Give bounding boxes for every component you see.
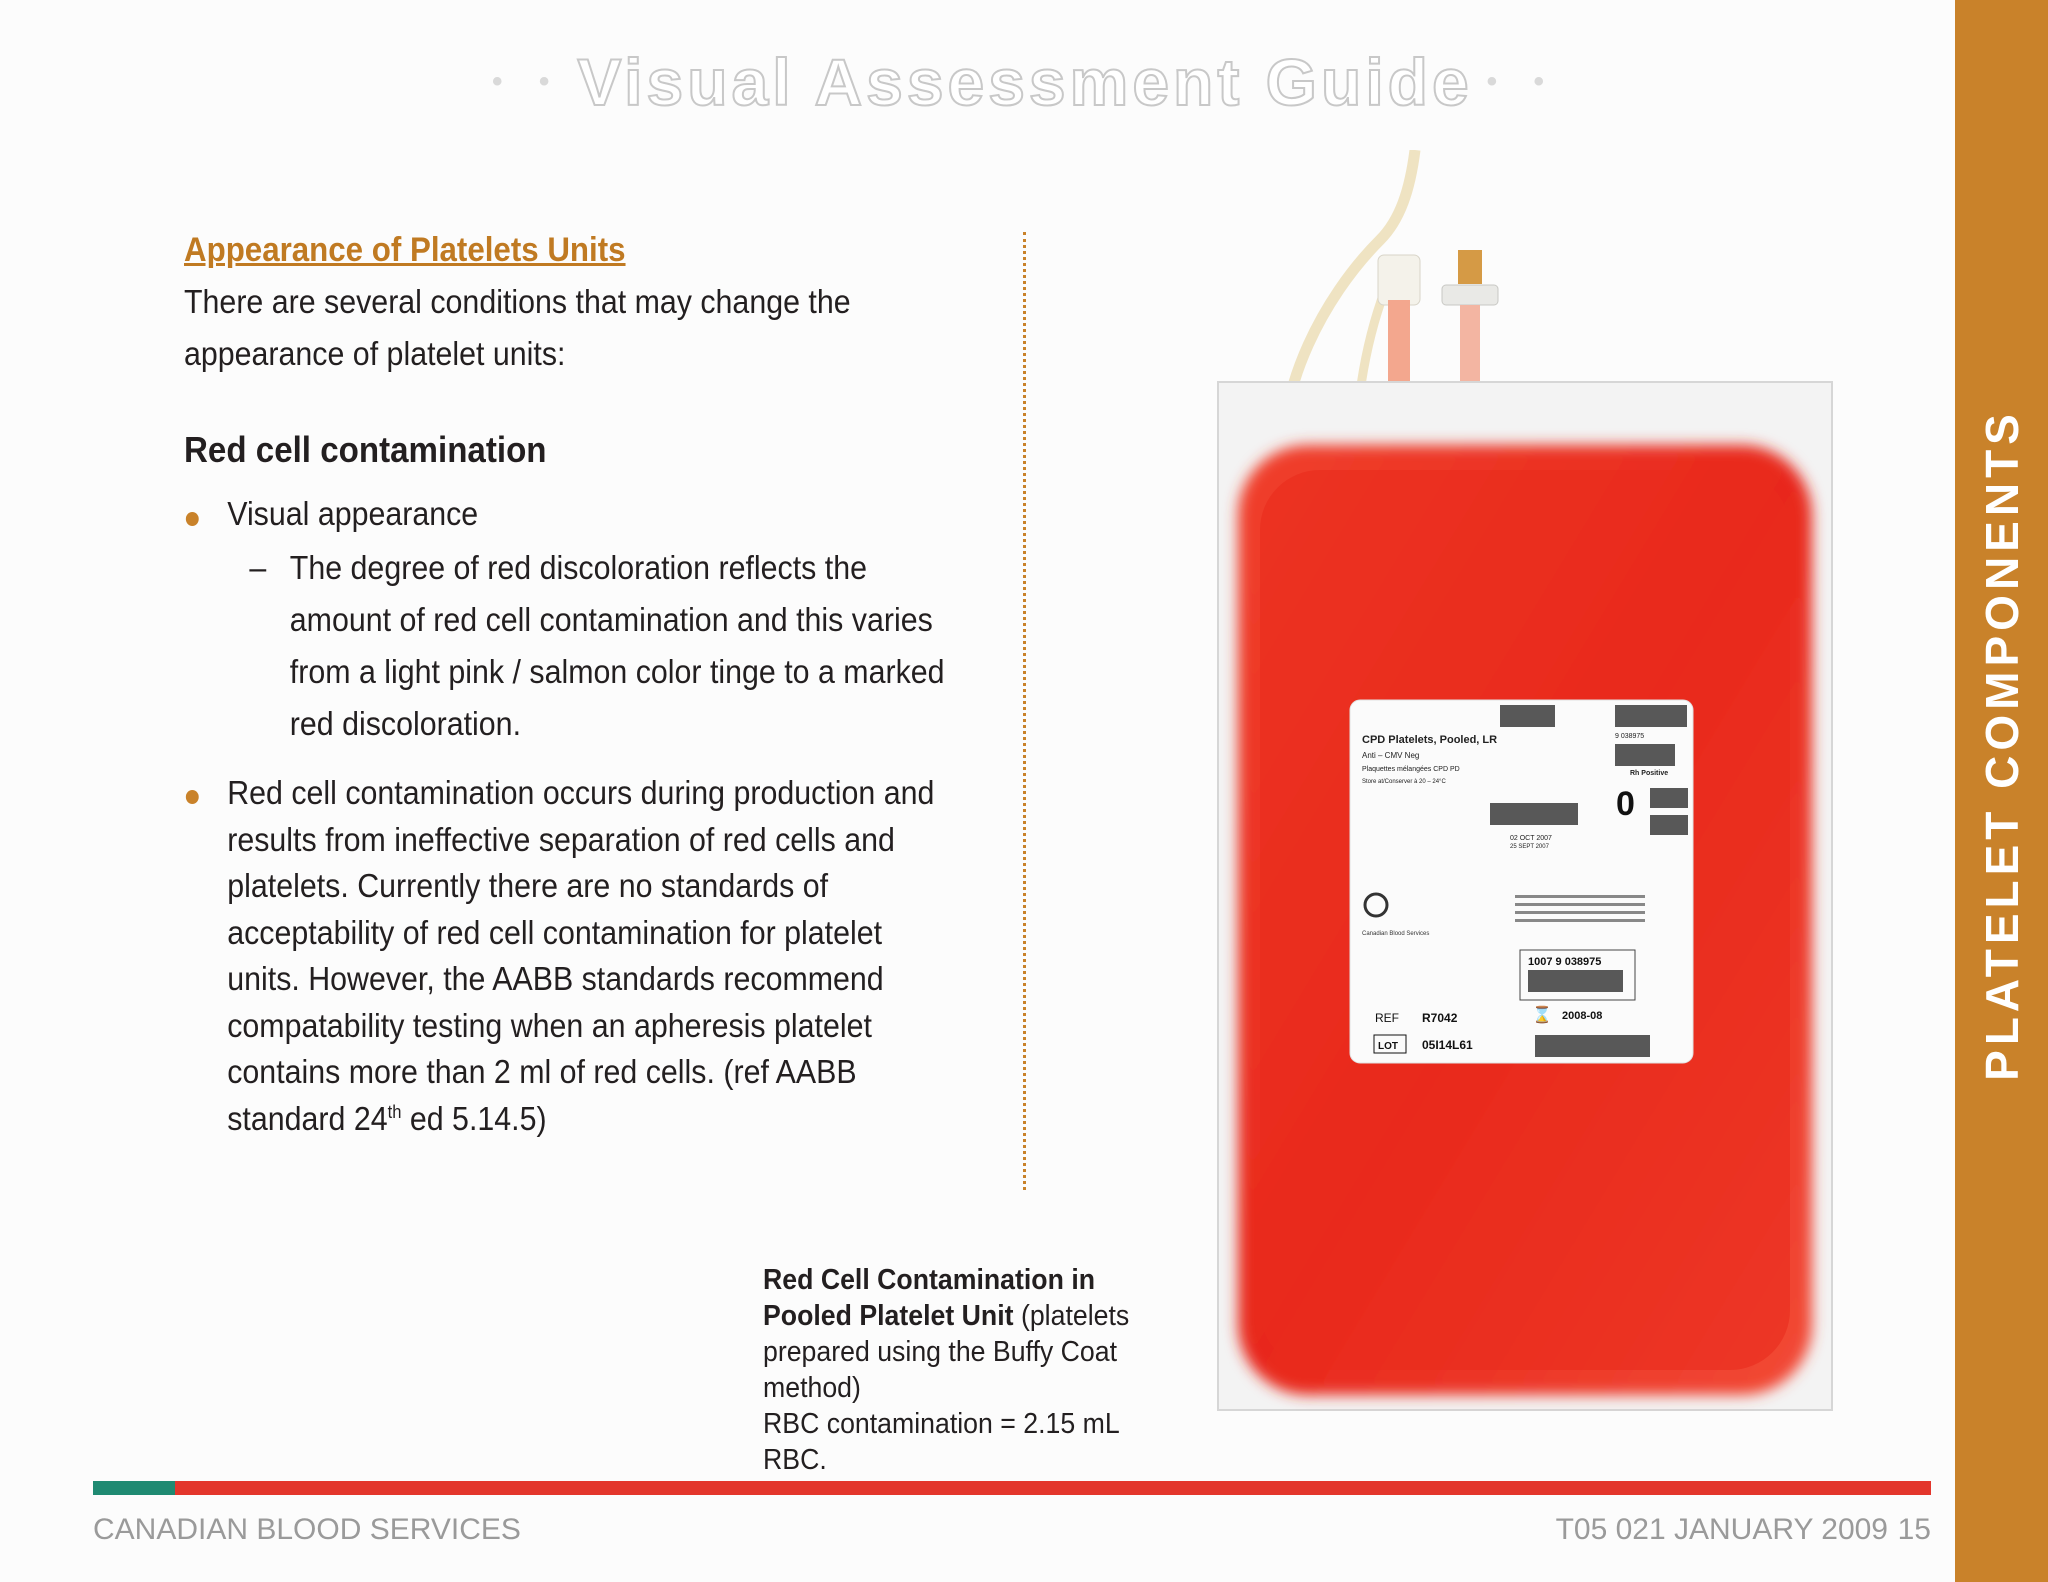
footer-bar-green [93,1481,175,1495]
label-unit-number: 9 038975 [1615,733,1645,740]
label-product-3: Plaquettes mélangées CPD PD [1362,766,1460,773]
product-label [1350,700,1693,1063]
bullet-dot-icon [186,790,199,804]
label-lot: 05I14L61 [1422,1038,1473,1052]
fine-print [1515,911,1645,914]
page-title: Visual Assessment Guide [577,45,1473,119]
label-ref-prefix: REF [1375,1011,1399,1025]
barcode [1528,970,1623,992]
label-lot-prefix: LOT [1378,1041,1398,1052]
label-date-1: 02 OCT 2007 [1510,835,1552,842]
bullet-text-end: ed 5.14.5) [401,1099,547,1137]
bullet-contamination-info [184,770,954,1142]
caption-title: Red Cell Contamination in Pooled Platelet Unit [763,1264,1096,1332]
footer-document-id: T05 021 JANUARY 2009 [1555,1513,1888,1546]
main-text-column [184,228,984,1142]
page-number: 15 [1897,1513,1931,1546]
label-product-2: Anti – CMV Neg [1362,751,1420,760]
label-rh: Rh Positive [1630,770,1669,777]
footer-bar-red [175,1481,1931,1495]
label-date-2: 25 SEPT 2007 [1510,844,1549,850]
barcode [1615,705,1687,727]
platelet-bag-photo [1210,150,1840,1420]
barcode [1650,815,1688,835]
bag-port [1378,255,1420,305]
caption-measurement: RBC contamination = 2.15 mL RBC. [763,1408,1119,1476]
barcode [1650,788,1688,808]
label-expiry: 2008-08 [1562,1010,1603,1022]
intro-paragraph: There are several conditions that may change the appearance of platelet units: [184,283,851,372]
figure-caption [763,1262,1149,1478]
fine-print [1515,903,1645,906]
barcode [1490,803,1578,825]
footer-organization: CANADIAN BLOOD SERVICES [93,1513,521,1546]
barcode [1535,1035,1650,1057]
ordinal-superscript: th [387,1101,402,1122]
dash-icon: – [249,549,267,586]
caption-description: (platelets prepared using the Buffy Coat method) [763,1300,1130,1404]
bullet-label: Visual appearance [227,495,479,532]
bullet-text: Red cell contamination occurs during production and results from ineffective separation of red cells and platelets. Currently there are no standards of acceptability of red cell contamination for platelet units. However, the AABB standards recommend compatability testing when an apheresis platelet contains more than 2 ml of red cells. (ref AABB standard 24 [227,774,935,1137]
bag-port [1458,250,1482,284]
label-ref: R7042 [1422,1011,1458,1025]
section-heading: Appearance of Platelets Units [184,231,626,269]
sub-heading: Red cell contamination [184,429,547,470]
sub-bullet-item [227,542,952,750]
fine-print [1515,895,1645,898]
header-decor-right: • • [1486,65,1559,98]
sub-bullet-text: The degree of red discoloration reflects the amount of red cell contamination and this varies from a light pink / salmon color tinge to a marked red discoloration. [289,549,945,742]
bag-port [1442,285,1498,305]
page-header [480,42,1570,122]
barcode [1615,744,1675,766]
side-tab-label: PLATELET COMPONENTS [1975,409,2028,1081]
dotted-divider [1023,232,1026,1190]
label-product-1: CPD Platelets, Pooled, LR [1362,734,1498,746]
section-side-tab [1955,0,2048,1582]
label-code: 1007 9 038975 [1528,956,1602,968]
label-manufacturer: Canadian Blood Services [1362,931,1430,937]
hourglass-icon: ⌛ [1532,1005,1552,1024]
bullet-dot-icon [186,512,199,526]
bullet-visual-appearance [184,492,945,750]
header-decor-left: • • [491,65,564,98]
label-product-4: Store at/Conserver à 20 – 24°C [1362,779,1446,785]
fine-print [1515,919,1645,922]
barcode [1500,705,1555,727]
label-blood-group: 0 [1616,785,1635,823]
